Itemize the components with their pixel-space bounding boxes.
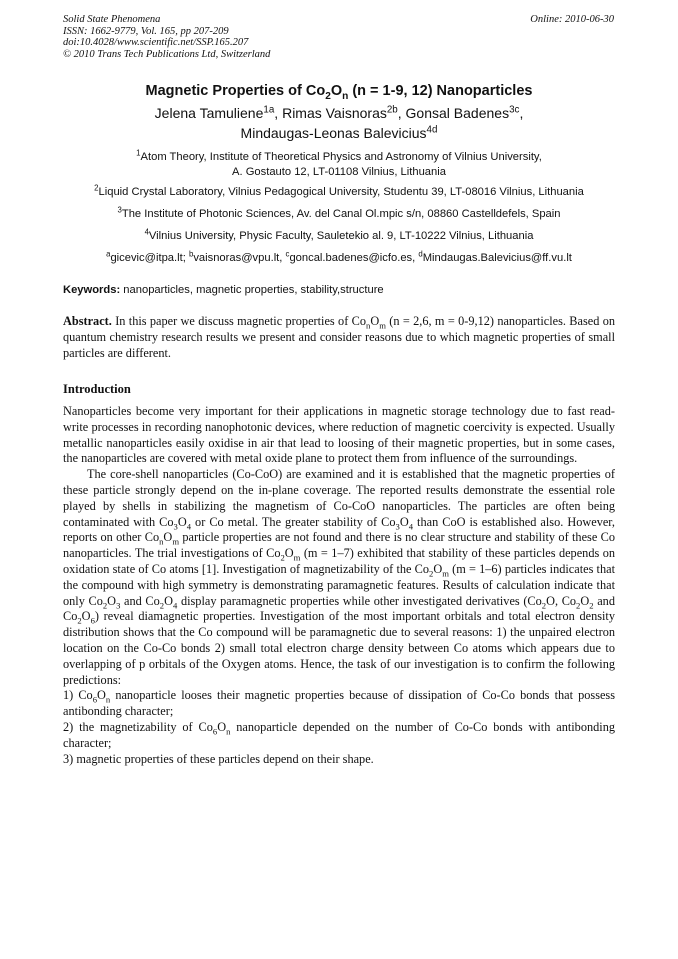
paragraph: The core-shell nanoparticles (Co-CoO) are examined and it is established that the magnetic properties of these particle strongly depend on the in-plane coverage. The reported results demonstrate the essential role played by shells in stabilizing the magnetism of Co-CoO nanoparticles. The particles are often being contaminated with $Co_3O_4$ or Co metal. The greater stability of $Co_3O_4$ than CoO is established also. However, reports on other $Co_nO_m$ particle properties are not found and there is no clear structure and stability of these Co nanoparticles. The trial investigations of $Co_2O_m$ (m = 1–7) exhibited that stability of these particles depends on oxidation state of Co atoms [1]. Investigation of magnetizability of the $Co_2O_m$ (m = 1–6) particles indicates that the compound with high symmetry is demonstrating paramagnetic features. Results of calculation indicate that only $Co_2O_3$ and $Co_2O_4$ display paramagnetic properties while other investigated derivatives ($Co_2O$, $Co_2O_2$ and $Co_2O_6$) reveal diamagnetic properties. Investigation of the most important orbitals and total electron density distribution shows that the Co compound will be paramagnetic due to several reasons: 1) the unpaired electron location on the Co-Co bonds 2) small total electron charge density between Co atoms which appears due to overlapping of p orbitals of the Oxygen atoms. Hence, the task of our investigation is to confirm the following predictions: [63,467,615,687]
email-link[interactable]: vaisnoras@vpu.lt, [193,252,286,264]
email-list: $^a$gicevic@itpa.lt; $^b$vaisnoras@vpu.lt, $^c$goncal.badenes@icfo.es, $^d$Mindaugas.Balevicius@ff.vu.lt [106,249,572,264]
list-item: 3) magnetic properties of these particles depend on their shape. [63,751,374,766]
introduction-body [63,404,615,767]
journal-name: Solid State Phenomena [63,14,161,25]
section-heading-introduction: Introduction [63,382,131,396]
list-item: 1) $Co_6O_n$ nanoparticle looses their magnetic properties because of dissipation of Co-Co bonds that possess antibonding character; [63,688,616,719]
doi[interactable]: doi:10.4028/www.scientific.net/SSP.165.207 [63,37,249,48]
author: Gonsal Badenes [405,105,510,121]
email-link[interactable]: gicevic@itpa.lt; [110,252,189,264]
email-link[interactable]: goncal.badenes@icfo.es, [289,252,419,264]
author-list: Jelena Tamuliene$^{1a}$, Rimas Vaisnoras$^{2b}$, Gonsal Badenes$^{3c}$, Mindaugas-Leonas Balevicius$^{4d}$ [154,104,524,141]
author: Mindaugas-Leonas Balevicius [240,125,427,141]
paragraph: Nanoparticles become very important for their applications in magnetic storage technology due to fast read-write processes in recording nanophotonic devices, where reduction of magnetic coercivity is expected. Usually metallic nanoparticles easily oxidise in air that lead to loosing of their magnetic properties, but in some cases, the nanoparticles are covered with metal oxide plane to protect them from influence of the surroundings. [63,404,615,466]
affiliation-3: $^3$The Institute of Photonic Sciences, Av. del Canal Ol.mpic s/n, 08860 Castelldefels, Spain [117,205,561,220]
author: Jelena Tamuliene [154,105,264,121]
affiliation-1: $^1$Atom Theory, Institute of Theoretical Physics and Astronomy of Vilnius University, A. Gostauto 12, LT-01108 Vilnius, Lithuania [136,148,542,178]
author: Rimas Vaisnoras [282,105,387,121]
list-item: 2) the magnetizability of $Co_6O_n$ nanoparticle depended on the number of Co-Co bonds with antibonding character; [63,719,615,750]
affiliation-2: $^2$Liquid Crystal Laboratory, Vilnius Pedagogical University, Studentu 39, LT-08016 Vilnius, Lithuania [94,183,584,198]
issn: ISSN: 1662-9779, Vol. 165, pp 207-209 [63,25,229,37]
journal-meta [63,14,270,60]
paper-title: Magnetic Properties of $Co_2O_n$ (n = 1-9, 12) Nanoparticles [145,83,533,102]
online-date: Online: 2010-06-30 [530,14,614,25]
email-link[interactable]: Mindaugas.Balevicius@ff.vu.lt [422,252,572,264]
keywords: Keywords: nanoparticles, magnetic properties, stability,structure [63,284,384,296]
affiliation-4: $^4$Vilnius University, Physic Faculty, Sauletekio al. 9, LT-10222 Vilnius, Lithuania [144,227,534,242]
abstract: Abstract. In this paper we discuss magnetic properties of $Co_nO_m$ (n = 2,6, m = 0-9,12) nanoparticles. Based on quantum chemistry research results we present and consider reasons due to which magnetic properties of small particles are different. [63,314,615,360]
copyright: © 2010 Trans Tech Publications Ltd, Switzerland [63,48,271,60]
